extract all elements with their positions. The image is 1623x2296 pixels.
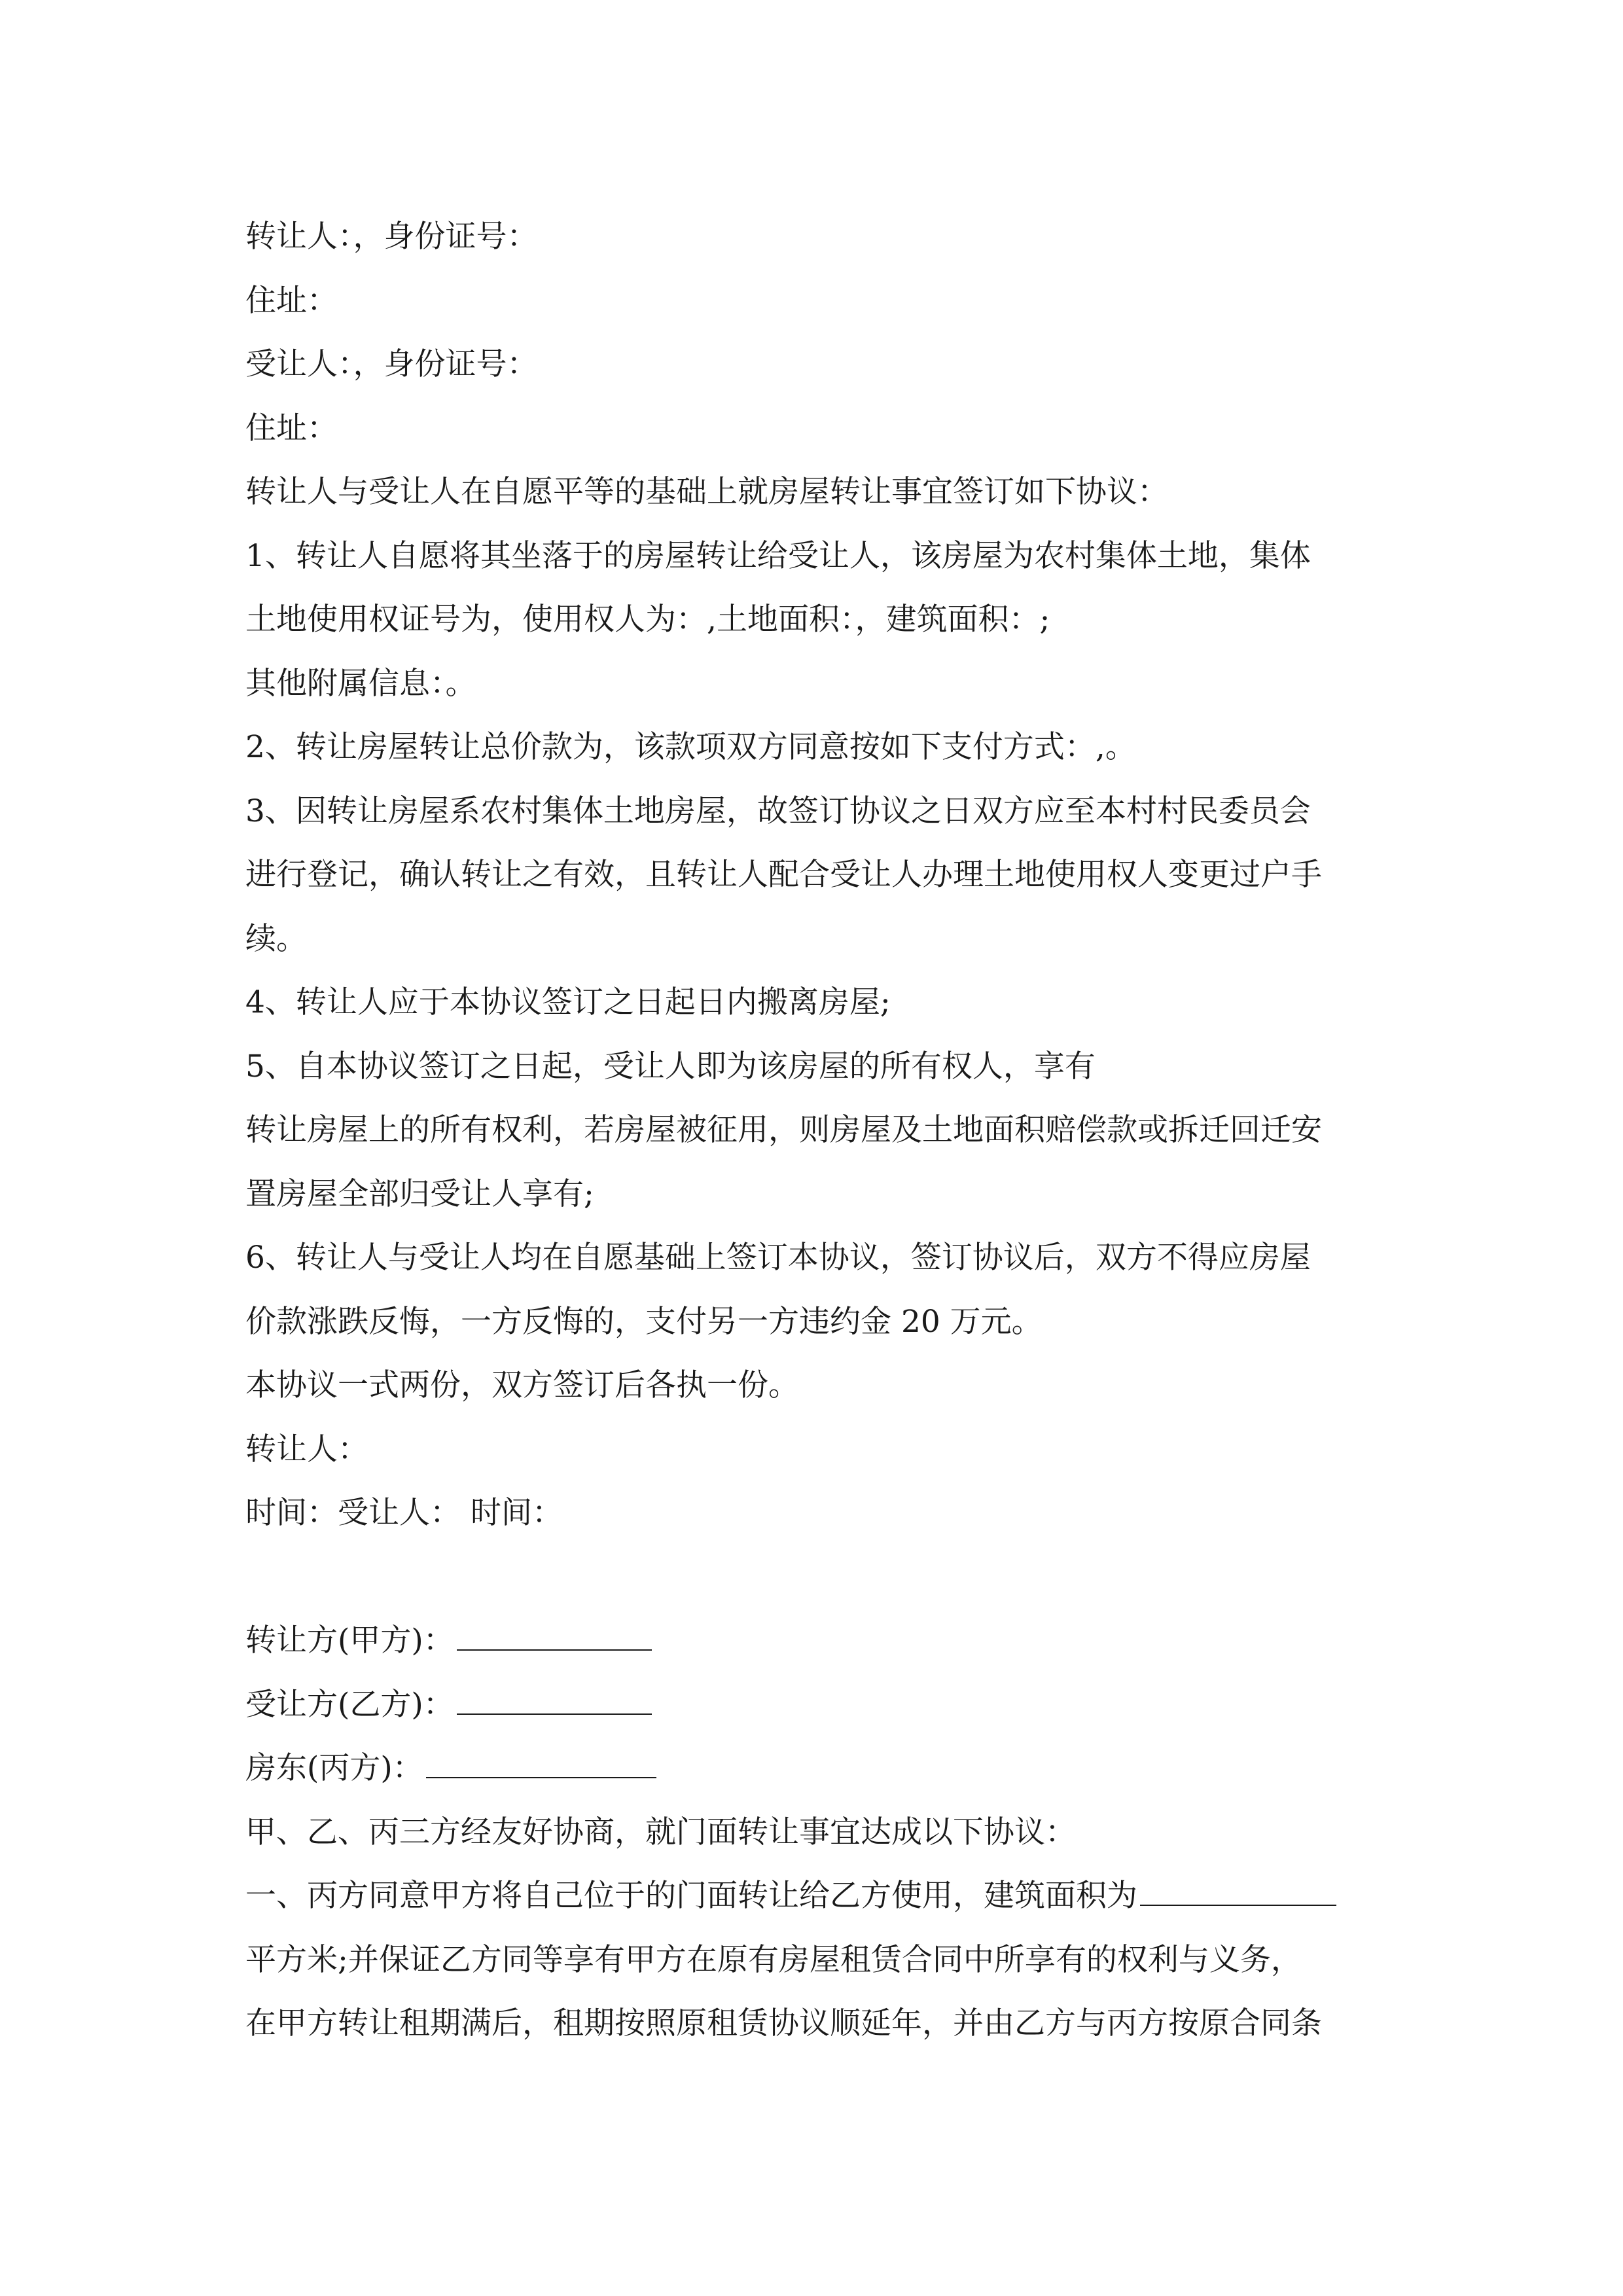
transferor-id-line: 转让人：，身份证号： [245,219,538,255]
party-a-blank [457,1613,652,1651]
clause-5-line-2: 转让房屋上的所有权利，若房屋被征用，则房屋及土地面积赔偿款或拆迁回迁安 [245,1112,1322,1148]
building-area-blank [1140,1868,1336,1906]
clause-4: 4、转让人应于本协议签订之日起日内搬离房屋; [245,984,891,1020]
transferee-address-line: 住址： [245,410,338,446]
storefront-clause-1-line-2: 平方米;并保证乙方同等享有甲方在原有房屋租赁合同中所享有的权利与义务， [245,1941,1302,1978]
clause-6-line-2: 价款涨跌反悔，一方反悔的，支付另一方违约金 20 万元。 [245,1303,1043,1340]
party-b-label: 受让方(乙方)： [245,1686,454,1723]
clause-5-line-3: 置房屋全部归受让人享有; [245,1175,594,1212]
section-gap [245,1545,1378,1609]
party-a-line [245,1609,1378,1673]
clause-6-line-1: 6、转让人与受让人均在自愿基础上签订本协议，签订协议后，双方不得应房屋 [245,1240,1311,1276]
storefront-agreement-intro: 甲、乙、丙三方经友好协商，就门面转让事宜达成以下协议： [245,1814,1076,1850]
clause-5-line-1: 5、自本协议签订之日起，受让人即为该房屋的所有权人，享有 [245,1048,1096,1085]
transferor-address-line: 住址： [245,282,338,319]
party-c-label: 房东(丙方)： [245,1750,423,1786]
clause-3-line-1: 3、因转让房屋系农村集体土地房屋，故签订协议之日双方应至本村村民委员会 [245,793,1311,829]
storefront-clause-1-text: 一、丙方同意甲方将自己位于的门面转让给乙方使用，建筑面积为 [245,1878,1137,1914]
document-body [245,205,1378,2056]
clause-3-line-3: 续。 [245,920,307,957]
transferee-id-line: 受让人：，身份证号： [245,346,538,382]
copies-statement: 本协议一式两份，双方签订后各执一份。 [245,1367,799,1403]
party-a-label: 转让方(甲方)： [245,1623,454,1659]
transferor-signature-line: 转让人： [245,1431,368,1467]
signature-date-line: 时间：受让人： 时间： [245,1495,563,1531]
storefront-clause-1-line-3: 在甲方转让租期满后，租期按照原租赁协议顺延年，并由乙方与丙方按原合同条 [245,2005,1322,2041]
party-c-line [245,1736,1378,1801]
clause-2: 2、转让房屋转让总价款为，该款项双方同意按如下支付方式：,。 [245,729,1136,765]
clause-1-line-3: 其他附属信息：。 [245,665,476,702]
party-b-blank [457,1677,652,1715]
clause-1-line-1: 1、转让人自愿将其坐落于的房屋转让给受让人，该房屋为农村集体土地，集体 [245,537,1311,574]
agreement-intro: 转让人与受让人在自愿平等的基础上就房屋转让事宜签订如下协议： [245,474,1168,510]
party-b-line [245,1673,1378,1737]
party-c-blank [426,1740,656,1778]
clause-3-line-2: 进行登记，确认转让之有效，且转让人配合受让人办理土地使用权人变更过户手 [245,857,1322,893]
storefront-clause-1-line-1 [245,1864,1378,1928]
clause-1-line-2: 土地使用权证号为，使用权人为：,土地面积：，建筑面积：; [245,601,1050,637]
